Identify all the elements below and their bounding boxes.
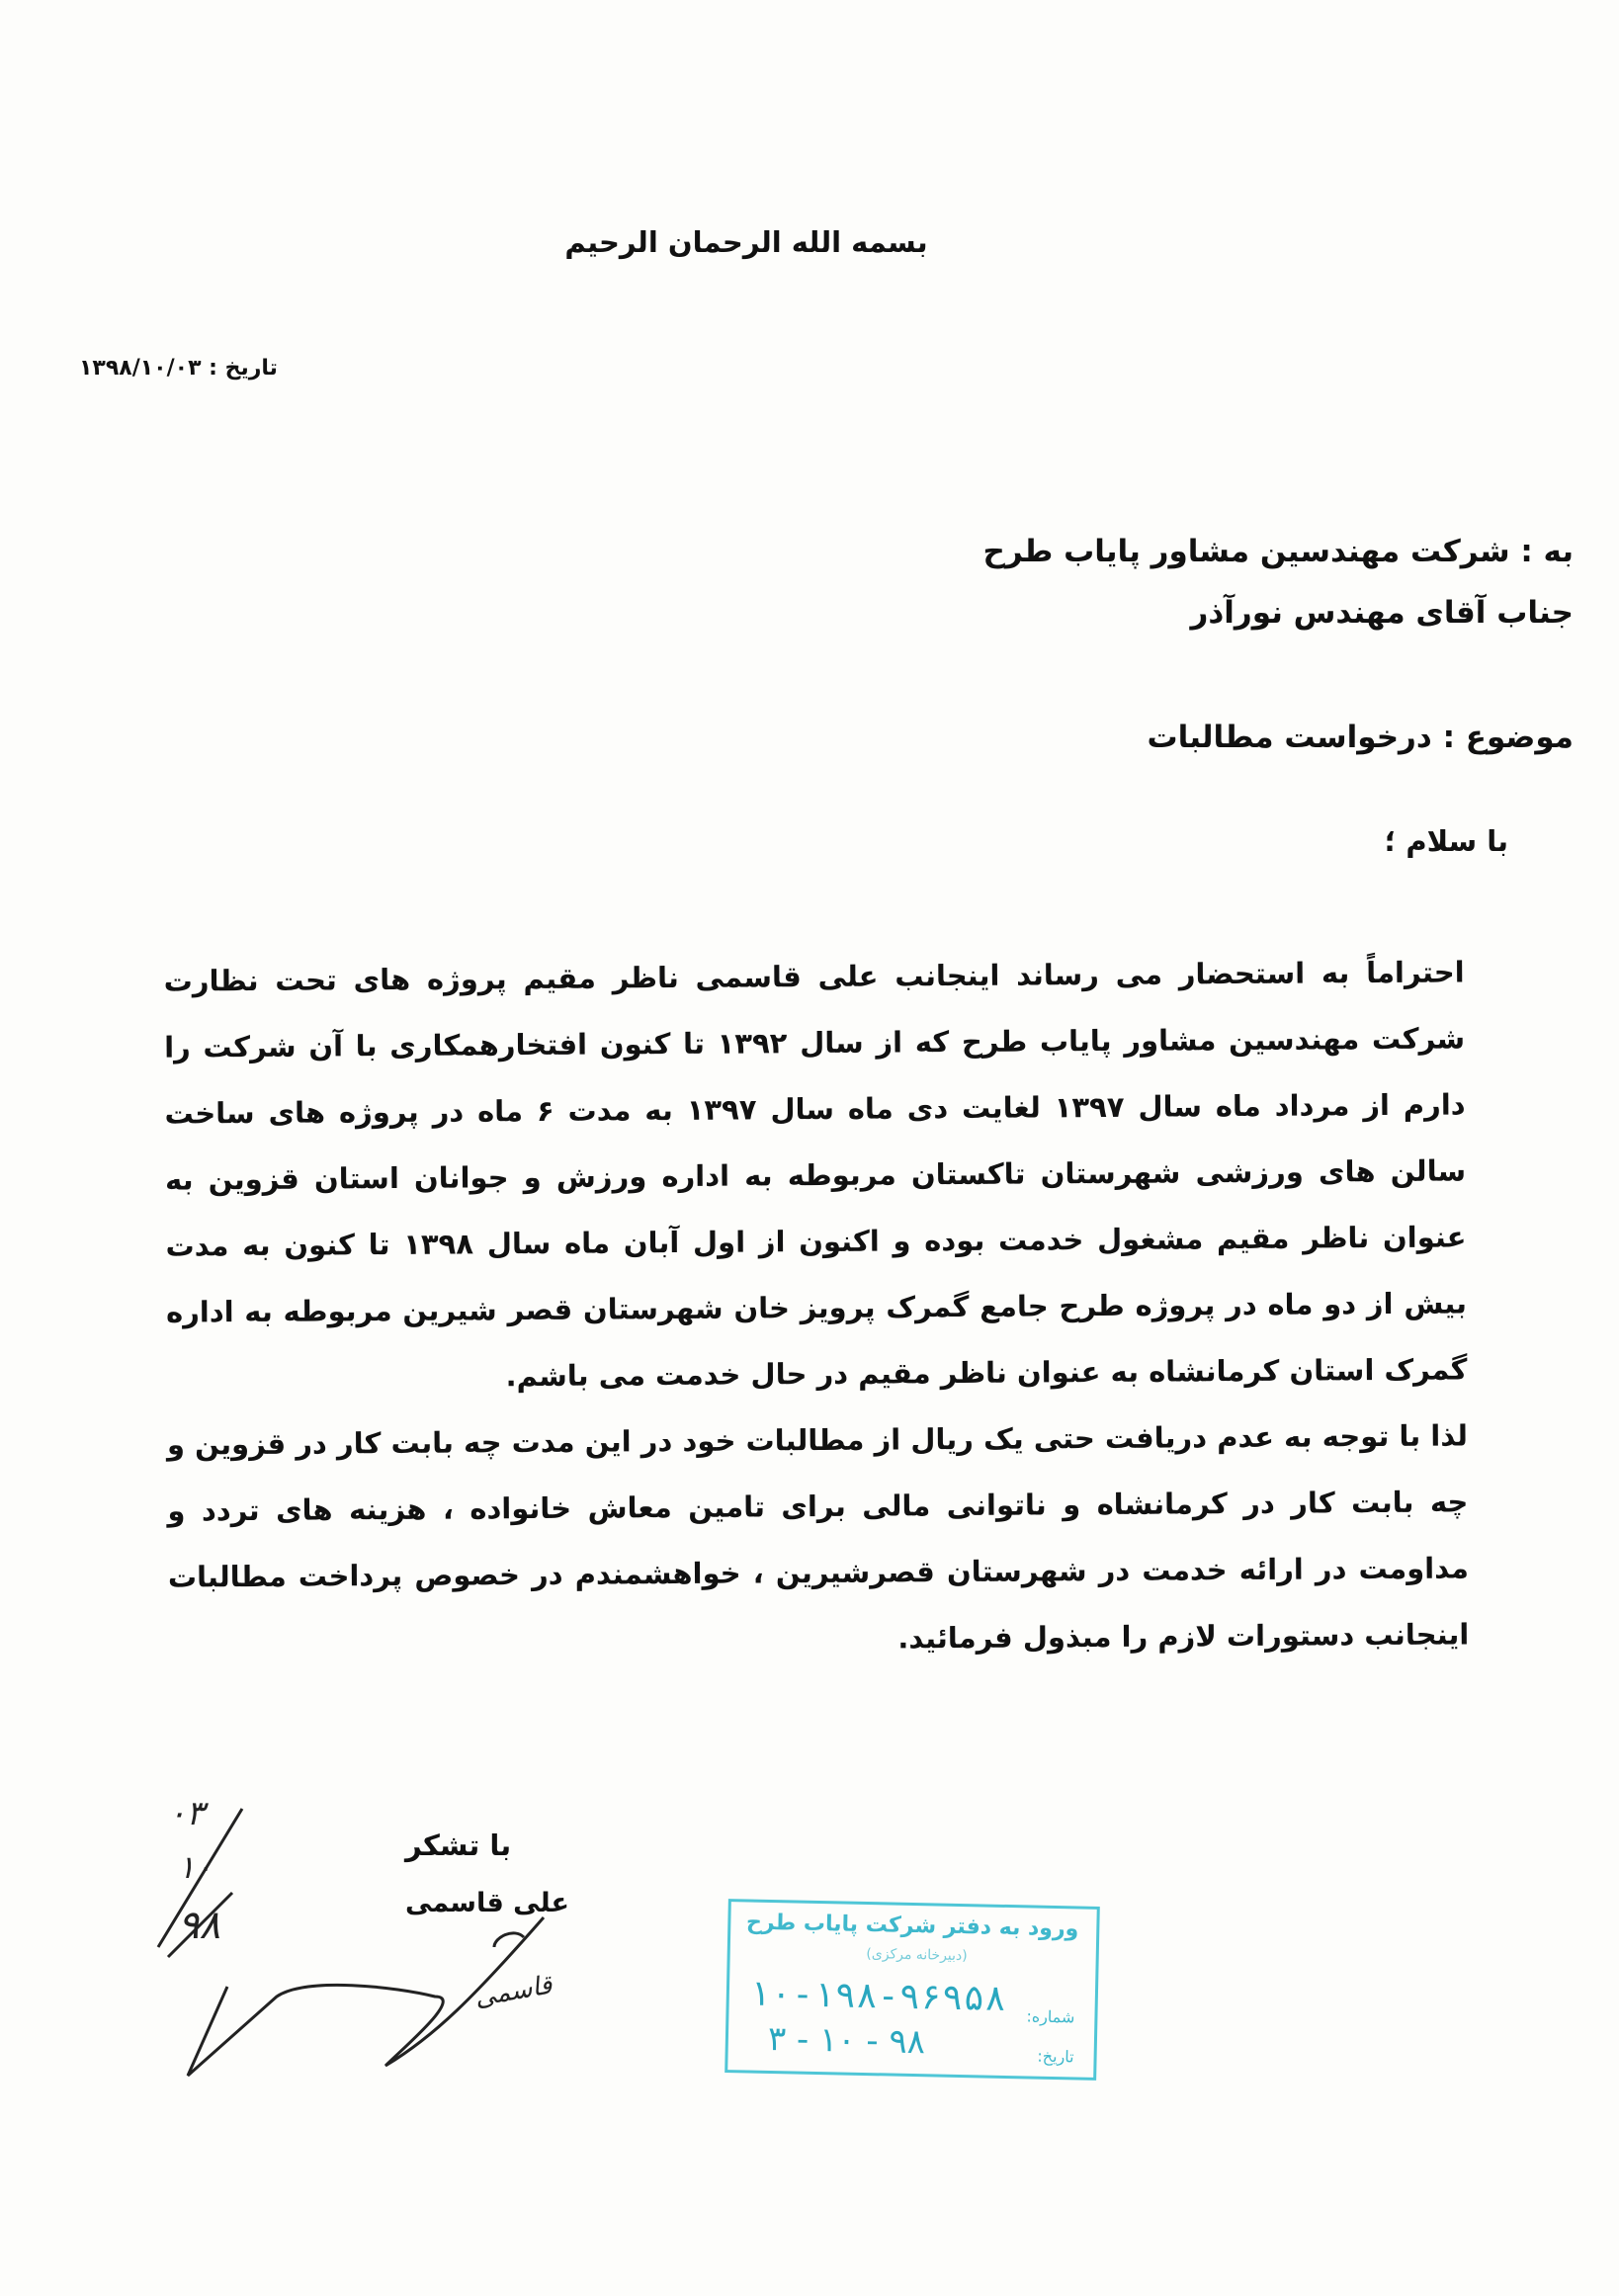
stamp-number-value: ۱۰-۱۹۸-۹۶۹۵۸	[748, 1973, 1007, 2019]
body-paragraph: لذا با توجه به عدم دریافت حتی یک ریال از مطالبات خود در این مدت چه بابت کار در قزوین و چه بابت کار در کرمانشاه و ناتوانی مالی برای تامین معاش خانواده ، هزینه های تردد و مداومت در ارائه خدمت در شهرستان قصرشیرین ، خواهشمندم در خصوص پرداخت مطالبات اینجانب دستورات لازم را مبذول فرمائید.	[166, 1418, 1470, 1656]
handwritten-year: ۹۸	[178, 1903, 220, 1948]
signer-name: علی قاسمی	[405, 1888, 569, 1918]
letter-date: تاریخ : ۱۳۹۸/۱۰/۰۳	[79, 356, 278, 381]
closing: با تشکر	[405, 1828, 512, 1862]
stamp-date-label: تاریخ:	[1037, 2046, 1074, 2067]
handwritten-day: ۰۳	[168, 1794, 205, 1833]
stamp-subtitle: (دبیرخانه مرکزی)	[866, 1946, 968, 1965]
stamp-title: ورود به دفتر شرکت پایاب طرح	[745, 1910, 1079, 1942]
handwritten-signature: قاسمی	[471, 1970, 554, 2013]
bismillah-heading: بسمه الله الرحمان الرحیم	[564, 225, 928, 259]
letter-subject: موضوع : درخواست مطالبات	[1147, 720, 1574, 755]
greeting: با سلام ؛	[1384, 824, 1508, 858]
reception-stamp	[724, 1899, 1100, 2081]
recipient-person: جناب آقای مهندس نورآذر	[1190, 595, 1574, 631]
recipient-company: به : شرکت مهندسین مشاور پایاب طرح	[982, 534, 1574, 569]
letter-body	[163, 939, 1469, 1676]
stamp-date-value: ۹۸ - ۱۰ - ۳	[767, 2018, 926, 2063]
signature-scribble-icon	[138, 1799, 613, 2095]
body-paragraph: احتراماً به استحضار می رساند اینجانب علی قاسمی ناظر مقیم پروژه های تحت نظارت شرکت مهندسین مشاور پایاب طرح که از سال ۱۳۹۲ تا کنون افتخارهمکاری با آن شرکت را دارم از مرداد ماه سال ۱۳۹۷ لغایت دی ماه سال ۱۳۹۷ به مدت ۶ ماه در پروژه های ساخت سالن های ورزشی شهرستان تاکستان مربوطه به اداره ورزش و جوانان استان قزوین به عنوان ناظر مقیم مشغول خدمت بوده و اکنون از اول آبان ماه سال ۱۳۹۸ تا کنون به مدت بیش از دو ماه در پروژه طرح جامع گمرک پرویز خان شهرستان قصر شیرین مربوطه به اداره گمرک استان کرمانشاه به عنوان ناظر مقیم در حال خدمت می باشم.	[163, 955, 1468, 1394]
handwritten-month: ۱۰	[178, 1848, 213, 1886]
stamp-number-label: شماره:	[1026, 2006, 1075, 2027]
